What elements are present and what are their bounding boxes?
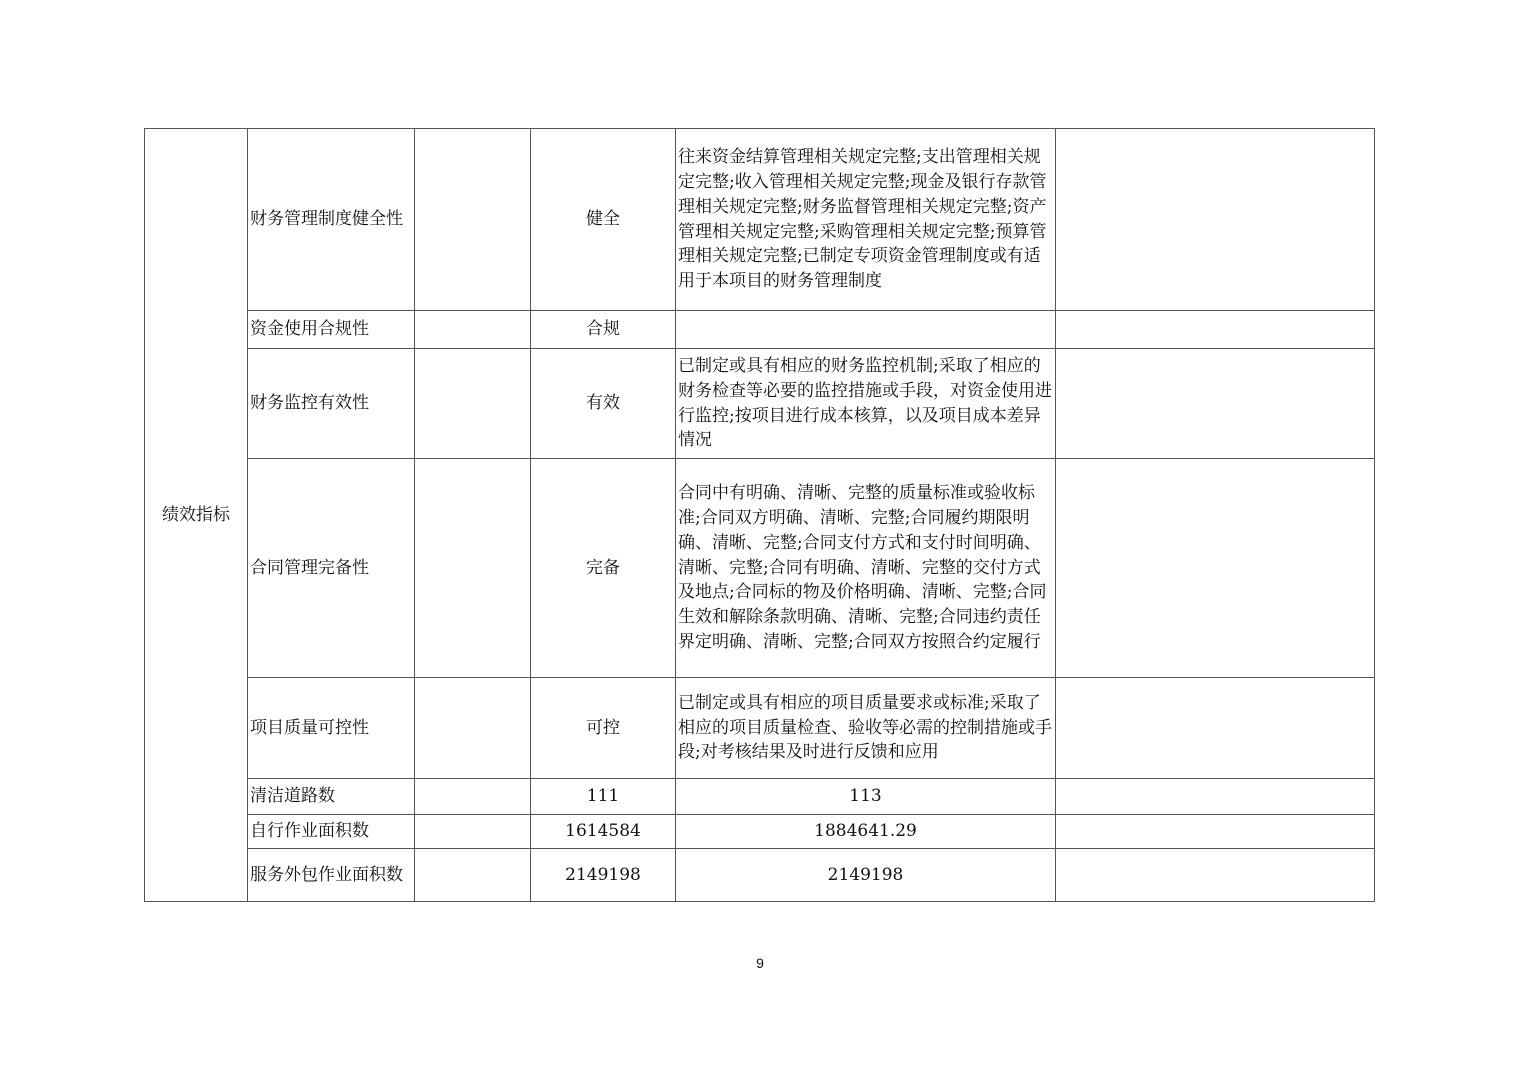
indicator-cell: 财务管理制度健全性 xyxy=(248,129,415,311)
target-cell xyxy=(415,311,531,349)
value-cell: 有效 xyxy=(531,349,676,459)
target-cell xyxy=(415,815,531,849)
table-row xyxy=(145,779,1375,815)
actual-cell: 合同中有明确、清晰、完整的质量标准或验收标准;合同双方明确、清晰、完整;合同履约期限明确、清晰、完整;合同支付方式和支付时间明确、清晰、完整;合同有明确、清晰、完整的交付方式及地点;合同标的物及价格明确、清晰、完整;合同生效和解除条款明确、清晰、完整;合同违约责任界定明确、清晰、完整;合同双方按照合约定履行 xyxy=(676,459,1056,678)
table-row xyxy=(145,459,1375,678)
table-row xyxy=(145,311,1375,349)
note-cell xyxy=(1056,815,1375,849)
table-row xyxy=(145,849,1375,902)
table-row xyxy=(145,815,1375,849)
target-cell xyxy=(415,459,531,678)
note-cell xyxy=(1056,849,1375,902)
target-cell xyxy=(415,349,531,459)
target-cell xyxy=(415,678,531,779)
indicator-cell: 自行作业面积数 xyxy=(248,815,415,849)
value-cell: 合规 xyxy=(531,311,676,349)
value-cell: 完备 xyxy=(531,459,676,678)
note-cell xyxy=(1056,129,1375,311)
actual-cell: 已制定或具有相应的项目质量要求或标准;采取了相应的项目质量检查、验收等必需的控制措施或手段;对考核结果及时进行反馈和应用 xyxy=(676,678,1056,779)
value-cell: 111 xyxy=(531,779,676,815)
note-cell xyxy=(1056,311,1375,349)
actual-cell: 113 xyxy=(676,779,1056,815)
target-cell xyxy=(415,129,531,311)
indicator-cell: 财务监控有效性 xyxy=(248,349,415,459)
value-cell: 健全 xyxy=(531,129,676,311)
value-cell: 2149198 xyxy=(531,849,676,902)
target-cell xyxy=(415,779,531,815)
indicator-cell: 项目质量可控性 xyxy=(248,678,415,779)
category-cell: 绩效指标 xyxy=(145,129,248,902)
actual-cell: 已制定或具有相应的财务监控机制;采取了相应的财务检查等必要的监控措施或手段，对资金使用进行监控;按项目进行成本核算，以及项目成本差异情况 xyxy=(676,349,1056,459)
actual-cell xyxy=(676,311,1056,349)
page-number: 9 xyxy=(756,955,764,971)
indicator-cell: 服务外包作业面积数 xyxy=(248,849,415,902)
performance-table xyxy=(144,128,1375,902)
table-row xyxy=(145,349,1375,459)
indicator-cell: 资金使用合规性 xyxy=(248,311,415,349)
indicator-cell: 清洁道路数 xyxy=(248,779,415,815)
table-row xyxy=(145,129,1375,311)
note-cell xyxy=(1056,349,1375,459)
note-cell xyxy=(1056,459,1375,678)
note-cell xyxy=(1056,678,1375,779)
actual-cell: 往来资金结算管理相关规定完整;支出管理相关规定完整;收入管理相关规定完整;现金及银行存款管理相关规定完整;财务监督管理相关规定完整;资产管理相关规定完整;采购管理相关规定完整;预算管理相关规定完整;已制定专项资金管理制度或有适用于本项目的财务管理制度 xyxy=(676,129,1056,311)
note-cell xyxy=(1056,779,1375,815)
value-cell: 可控 xyxy=(531,678,676,779)
value-cell: 1614584 xyxy=(531,815,676,849)
actual-cell: 2149198 xyxy=(676,849,1056,902)
actual-cell: 1884641.29 xyxy=(676,815,1056,849)
target-cell xyxy=(415,849,531,902)
indicator-cell: 合同管理完备性 xyxy=(248,459,415,678)
table-row xyxy=(145,678,1375,779)
